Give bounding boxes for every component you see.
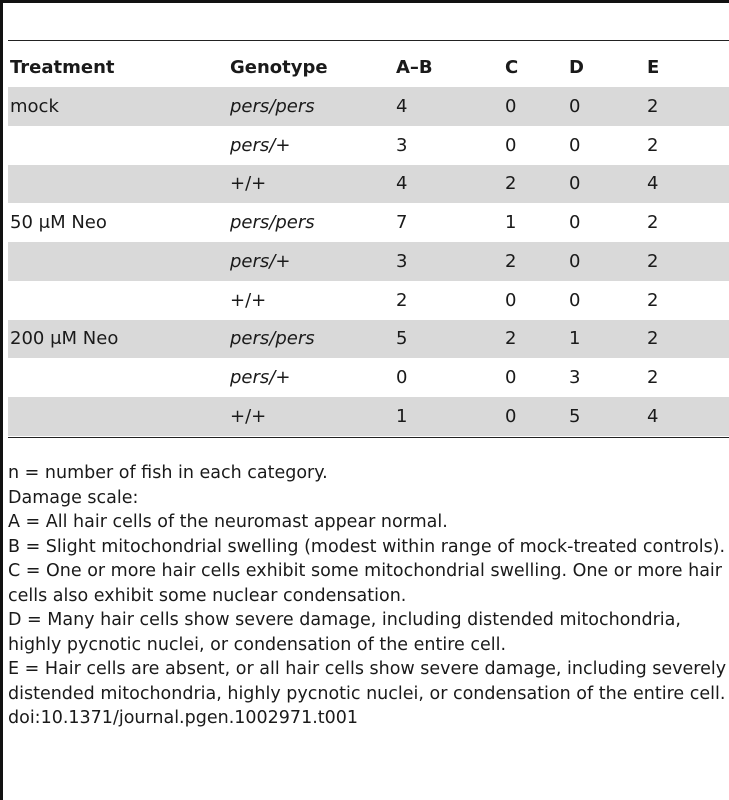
- table-row: [8, 320, 729, 359]
- table-row: [8, 203, 729, 242]
- cell-e: 2: [647, 212, 659, 234]
- cell-ab: 3: [396, 242, 505, 281]
- footnote-scale-title: Damage scale:: [8, 487, 139, 508]
- doi-link[interactable]: doi:10.1371/journal.pgen.1002971.t001: [8, 708, 359, 728]
- cell-treatment: 50 μM Neo: [10, 212, 107, 234]
- cell-e: 2: [647, 134, 659, 156]
- footnote-scale-d: D = Many hair cells show severe damage, including distended mitochondria, highly pycnotic nuclei, or condensation of the entire cell.: [8, 610, 681, 655]
- col-header-d: D: [569, 57, 584, 78]
- cell-d: 0: [569, 289, 581, 311]
- cell-treatment: [8, 358, 230, 397]
- cell-genotype: pers/+: [230, 134, 291, 156]
- cell-treatment: [8, 165, 230, 204]
- cell-genotype: pers/+: [230, 367, 291, 389]
- table-row: [8, 358, 729, 397]
- cell-c: 0: [505, 397, 569, 436]
- header-row: [8, 48, 729, 87]
- cell-c: 2: [505, 242, 569, 281]
- col-header-treatment: Treatment: [10, 57, 115, 78]
- table-footnotes: [8, 461, 729, 731]
- table-row: [8, 242, 729, 281]
- cell-d: 3: [569, 367, 581, 389]
- cell-ab: 2: [396, 289, 408, 311]
- top-border-rule: [0, 0, 729, 3]
- cell-genotype: pers/pers: [230, 87, 396, 126]
- cell-genotype: pers/+: [230, 242, 396, 281]
- table-row: [8, 165, 729, 204]
- cell-treatment: [8, 242, 230, 281]
- cell-genotype: +/+: [230, 289, 267, 311]
- cell-c: 1: [505, 212, 517, 234]
- table-row: [8, 87, 729, 126]
- footnote-scale-e: E = Hair cells are absent, or all hair cells show severe damage, including severely distended mitochondria, highly pycnotic nuclei, or condensation of the entire cell.: [8, 659, 727, 704]
- damage-table: [8, 48, 729, 436]
- cell-genotype: pers/pers: [230, 212, 315, 234]
- cell-ab: 5: [396, 320, 505, 359]
- cell-c: 0: [505, 367, 517, 389]
- footnote-scale-b: B = Slight mitochondrial swelling (modest within range of mock-treated controls).: [8, 536, 726, 557]
- table-row: [8, 281, 729, 320]
- cell-d: 0: [569, 165, 647, 204]
- col-header-genotype: Genotype: [230, 57, 328, 78]
- cell-d: 0: [569, 212, 581, 234]
- cell-genotype: pers/pers: [230, 320, 396, 359]
- cell-e: 4: [647, 397, 729, 436]
- cell-d: 0: [569, 87, 647, 126]
- cell-genotype: +/+: [230, 397, 396, 436]
- cell-ab: 7: [396, 212, 408, 234]
- cell-d: 5: [569, 397, 647, 436]
- cell-c: 2: [505, 165, 569, 204]
- cell-e: 2: [647, 242, 729, 281]
- cell-e: 2: [647, 367, 659, 389]
- cell-treatment: [8, 397, 230, 436]
- cell-e: 2: [647, 289, 659, 311]
- cell-c: 0: [505, 87, 569, 126]
- cell-e: 2: [647, 320, 729, 359]
- cell-d: 1: [569, 320, 647, 359]
- cell-e: 4: [647, 165, 729, 204]
- cell-ab: 1: [396, 397, 505, 436]
- cell-treatment: 200 μM Neo: [8, 320, 230, 359]
- cell-genotype: +/+: [230, 165, 396, 204]
- col-header-ab: A–B: [396, 57, 433, 78]
- left-border-rule: [0, 0, 3, 800]
- cell-ab: 3: [396, 134, 408, 156]
- cell-ab: 4: [396, 165, 505, 204]
- table-row: [8, 126, 729, 165]
- cell-treatment: [8, 281, 230, 320]
- table-bottom-rule: [8, 437, 729, 438]
- table-row: [8, 397, 729, 436]
- footnote-scale-a: A = All hair cells of the neuromast appear normal.: [8, 512, 448, 532]
- footnote-n-definition: n = number of fish in each category.: [8, 463, 328, 483]
- cell-e: 2: [647, 87, 729, 126]
- col-header-c: C: [505, 57, 519, 78]
- cell-ab: 4: [396, 87, 505, 126]
- cell-treatment: [8, 126, 230, 165]
- cell-c: 0: [505, 289, 517, 311]
- header-top-rule: [8, 40, 729, 41]
- cell-d: 0: [569, 242, 647, 281]
- cell-d: 0: [569, 134, 581, 156]
- cell-ab: 0: [396, 367, 408, 389]
- col-header-e: E: [647, 57, 660, 78]
- cell-c: 0: [505, 134, 517, 156]
- cell-treatment: mock: [8, 87, 230, 126]
- cell-c: 2: [505, 320, 569, 359]
- footnote-scale-c: C = One or more hair cells exhibit some mitochondrial swelling. One or more hair cells also exhibit some nuclear condensation.: [8, 561, 722, 606]
